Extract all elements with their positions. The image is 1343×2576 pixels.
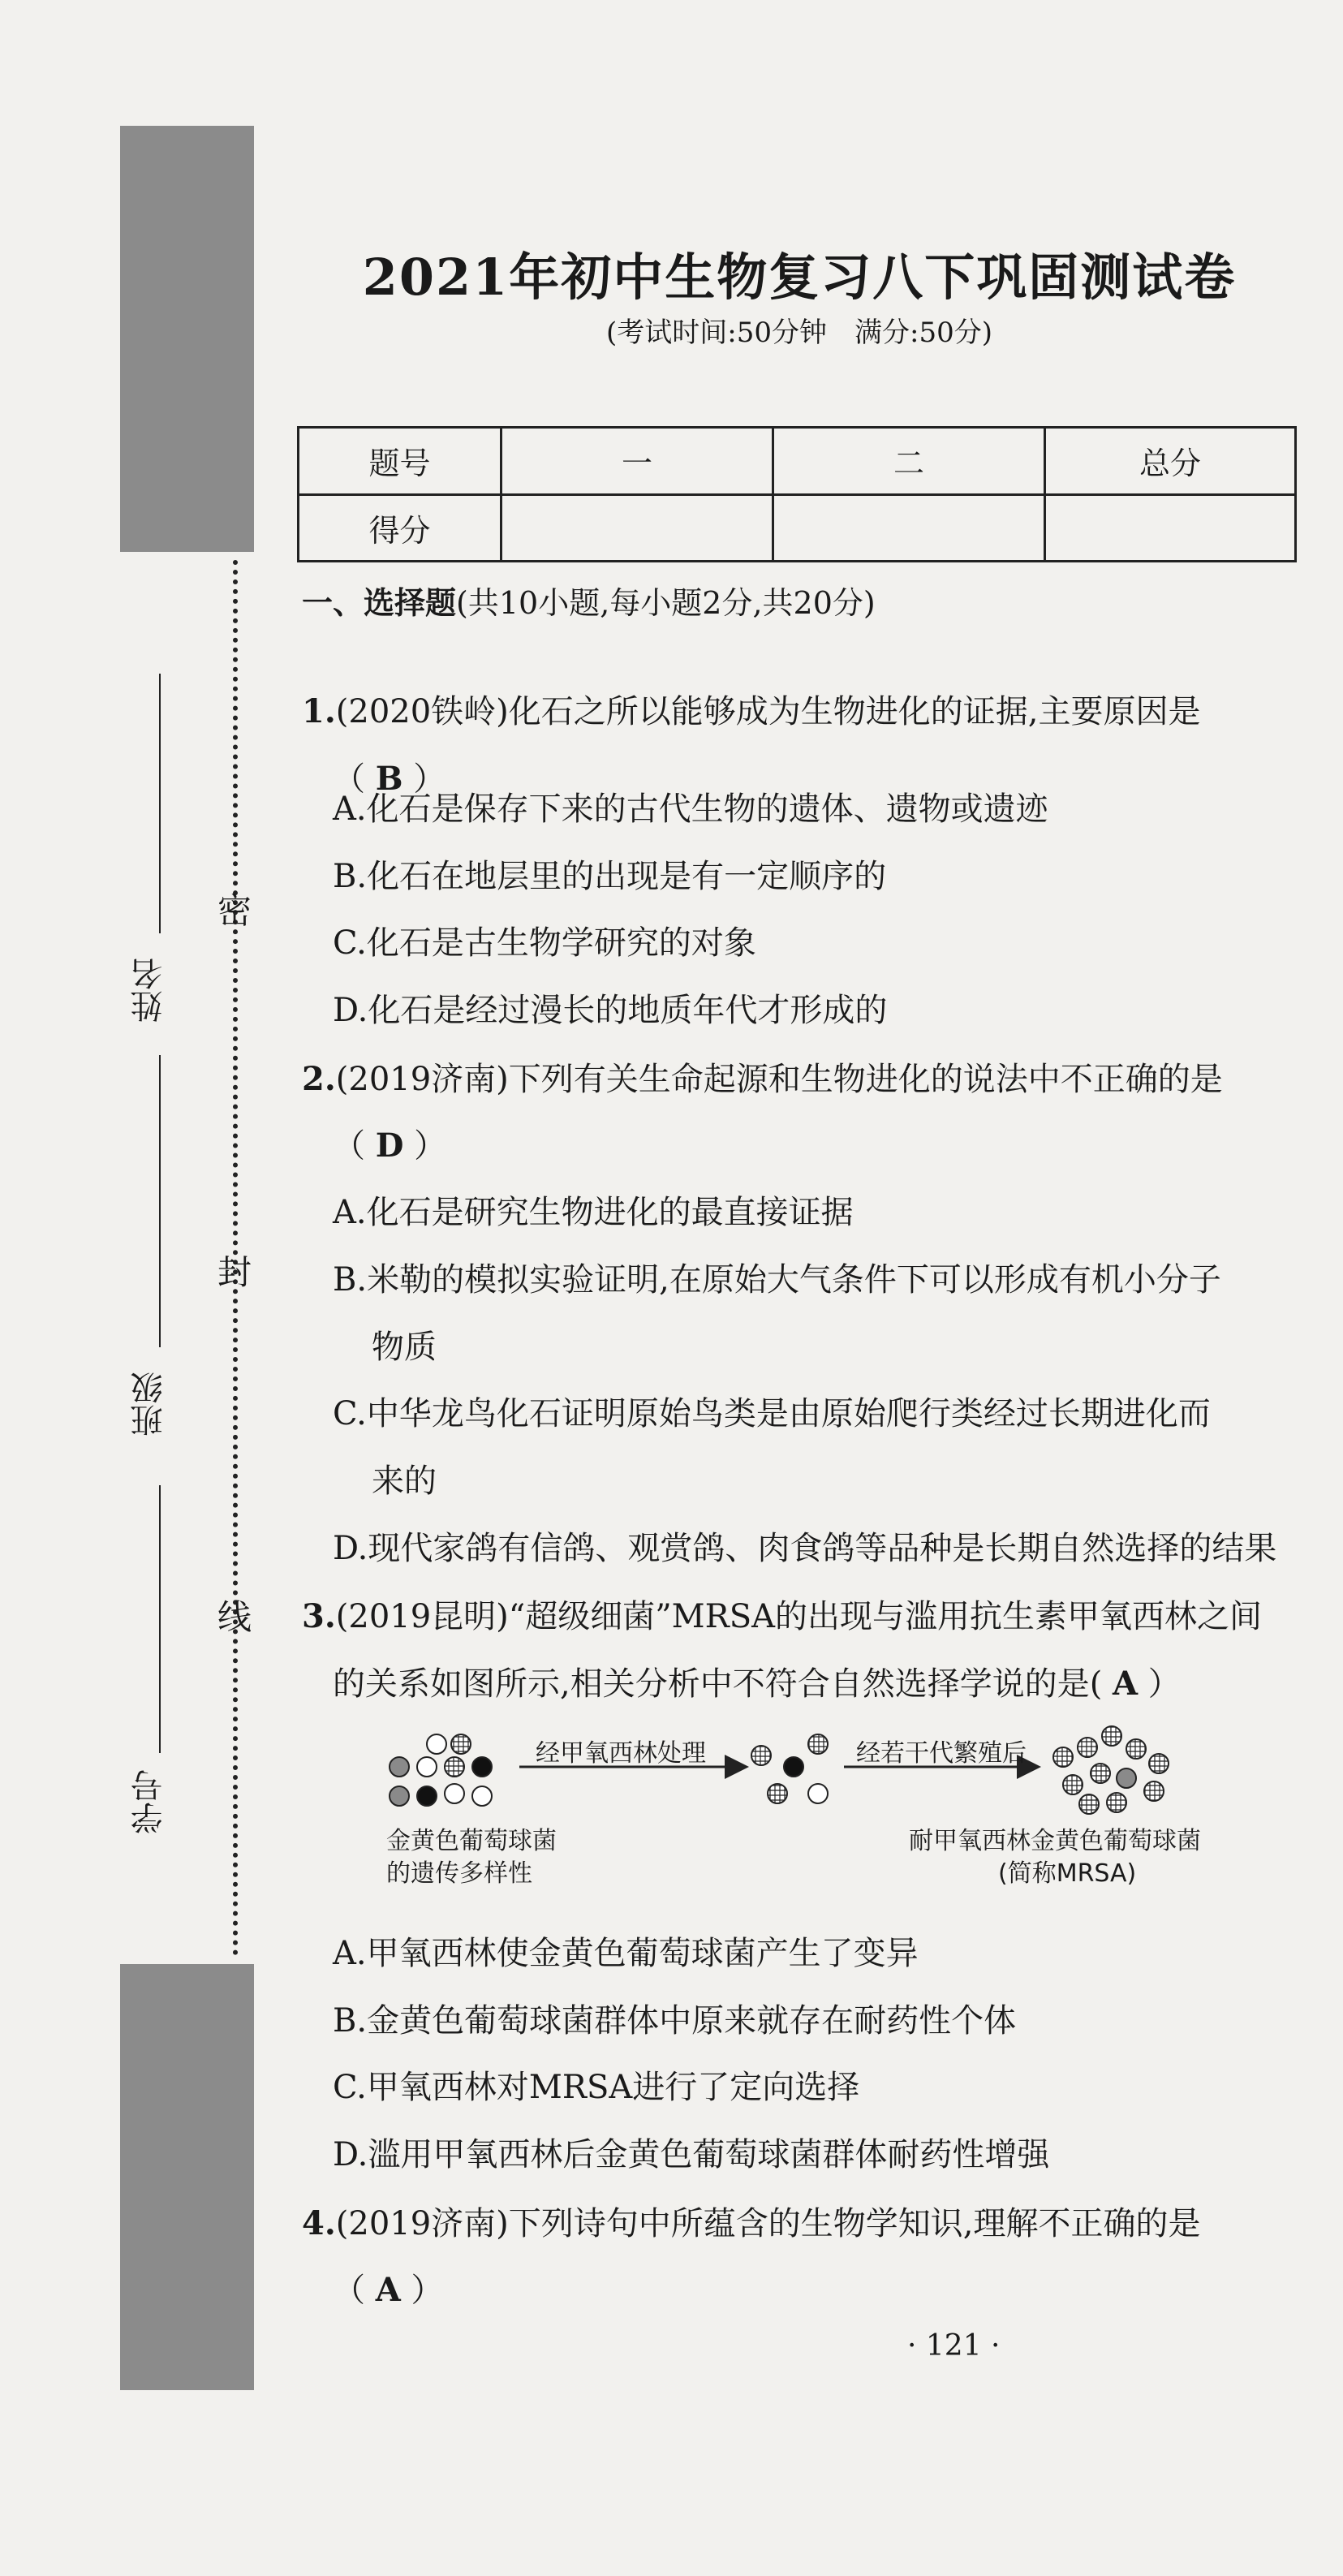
q1-option-b: B.化石在地层里的出现是有一定顺序的	[333, 858, 887, 895]
answer-letter: A	[1113, 1665, 1139, 1703]
table-cell: 得分	[299, 494, 501, 562]
page-title: 2021年初中生物复习八下巩固测试卷	[362, 248, 1237, 307]
q2-option-b: B.米勒的模拟实验证明,在原始大气条件下可以形成有机小分子	[333, 1261, 1221, 1299]
left-caption-line1: 金黄色葡萄球菌	[386, 1827, 557, 1855]
question-1-stem	[302, 686, 1201, 732]
question-number: 3.	[302, 1597, 336, 1635]
section-heading	[302, 578, 876, 622]
table-row	[299, 494, 1296, 562]
section-label: 一、选择题	[302, 584, 457, 621]
table-cell: 一	[501, 428, 773, 495]
question-4-answer: （ A ）	[333, 2271, 444, 2309]
score-table	[297, 426, 1297, 562]
bacteria-cluster-initial	[390, 1734, 492, 1806]
question-2-stem	[302, 1053, 1223, 1100]
answer-letter: B	[375, 760, 403, 798]
question-3-stem-cont: 的关系如图所示,相关分析中不符合自然选择学说的是( A ）	[333, 1665, 1181, 1703]
class-line	[159, 1055, 161, 1347]
student-id-line	[159, 1485, 161, 1753]
score-input-cell[interactable]	[773, 494, 1045, 562]
q1-option-d: D.化石是经过漫长的地质年代才形成的	[333, 992, 888, 1029]
question-3-stem	[302, 1591, 1262, 1637]
score-input-cell[interactable]	[501, 494, 773, 562]
answer-letter: A	[375, 2271, 401, 2309]
q3-option-a: A.甲氧西林使金黄色葡萄球菌产生了变异	[333, 1935, 919, 1972]
right-caption-line2: (简称MRSA)	[998, 1859, 1137, 1888]
q2-option-c: C.中华龙鸟化石证明原始鸟类是由原始爬行类经过长期进化而	[333, 1395, 1211, 1432]
page-number: · 121 ·	[907, 2329, 1001, 2363]
question-number: 2.	[302, 1060, 336, 1098]
arrow-reproduction-label: 经若干代繁殖后	[856, 1739, 1027, 1768]
margin-bar-bottom	[120, 1964, 254, 2390]
question-text: (2020铁岭)化石之所以能够成为生物进化的证据,主要原因是	[335, 693, 1201, 730]
question-text: (2019济南)下列诗句中所蕴含的生物学知识,理解不正确的是	[335, 2205, 1201, 2242]
table-cell: 题号	[299, 428, 501, 495]
class-label: 班级	[131, 1372, 168, 1437]
question-text: 的关系如图所示,相关分析中不符合自然选择学说的是(	[333, 1665, 1103, 1703]
right-caption-line1: 耐甲氧西林金黄色葡萄球菌	[909, 1827, 1201, 1855]
q1-option-c: C.化石是古生物学研究的对象	[333, 924, 756, 962]
diagram-svg	[373, 1725, 1298, 1822]
table-row	[299, 428, 1296, 495]
q3-option-b: B.金黄色葡萄球菌群体中原来就存在耐药性个体	[333, 2002, 1017, 2040]
seal-char-feng: 封	[217, 1252, 252, 1292]
arrow-treatment-label: 经甲氧西林处理	[536, 1739, 706, 1768]
q2-option-d: D.现代家鸽有信鸽、观赏鸽、肉食鸽等品种是长期自然选择的结果	[333, 1530, 1277, 1567]
q3-option-c: C.甲氧西林对MRSA进行了定向选择	[333, 2069, 860, 2106]
table-cell: 二	[773, 428, 1045, 495]
student-id-label: 学号	[131, 1769, 168, 1834]
bacteria-cluster-after-treatment	[751, 1734, 828, 1803]
q2-option-c-cont: 来的	[372, 1462, 437, 1500]
name-label: 姓名	[131, 958, 168, 1023]
table-cell: 总分	[1045, 428, 1296, 495]
q2-option-a: A.化石是研究生物进化的最直接证据	[333, 1194, 854, 1231]
question-4-stem	[302, 2198, 1201, 2244]
bacteria-cluster-mrsa	[1053, 1726, 1169, 1814]
margin-bar-top	[120, 126, 254, 552]
section-note: (共10小题,每小题2分,共20分)	[456, 585, 876, 621]
left-caption-line2: 的遗传多样性	[386, 1859, 532, 1888]
question-1-answer: （ B ）	[333, 760, 446, 798]
q2-option-b-cont: 物质	[372, 1329, 437, 1366]
q1-option-a: A.化石是保存下来的古代生物的遗体、遗物或遗迹	[333, 790, 1048, 828]
seal-char-xian: 线	[217, 1597, 252, 1637]
question-text: (2019昆明)“超级细菌”MRSA的出现与滥用抗生素甲氧西林之间	[335, 1598, 1263, 1635]
page-subtitle: (考试时间:50分钟 满分:50分)	[606, 317, 992, 349]
mrsa-diagram	[373, 1725, 1298, 1911]
name-line	[159, 674, 161, 933]
seal-char-mi: 密	[217, 891, 252, 931]
question-number: 1.	[302, 692, 336, 730]
question-number: 4.	[302, 2204, 336, 2242]
question-2-answer: （ D ）	[333, 1126, 447, 1165]
question-text: (2019济南)下列有关生命起源和生物进化的说法中不正确的是	[335, 1061, 1223, 1098]
q3-option-d: D.滥用甲氧西林后金黄色葡萄球菌群体耐药性增强	[333, 2136, 1050, 2173]
score-input-cell[interactable]	[1045, 494, 1296, 562]
answer-letter: D	[375, 1126, 404, 1165]
